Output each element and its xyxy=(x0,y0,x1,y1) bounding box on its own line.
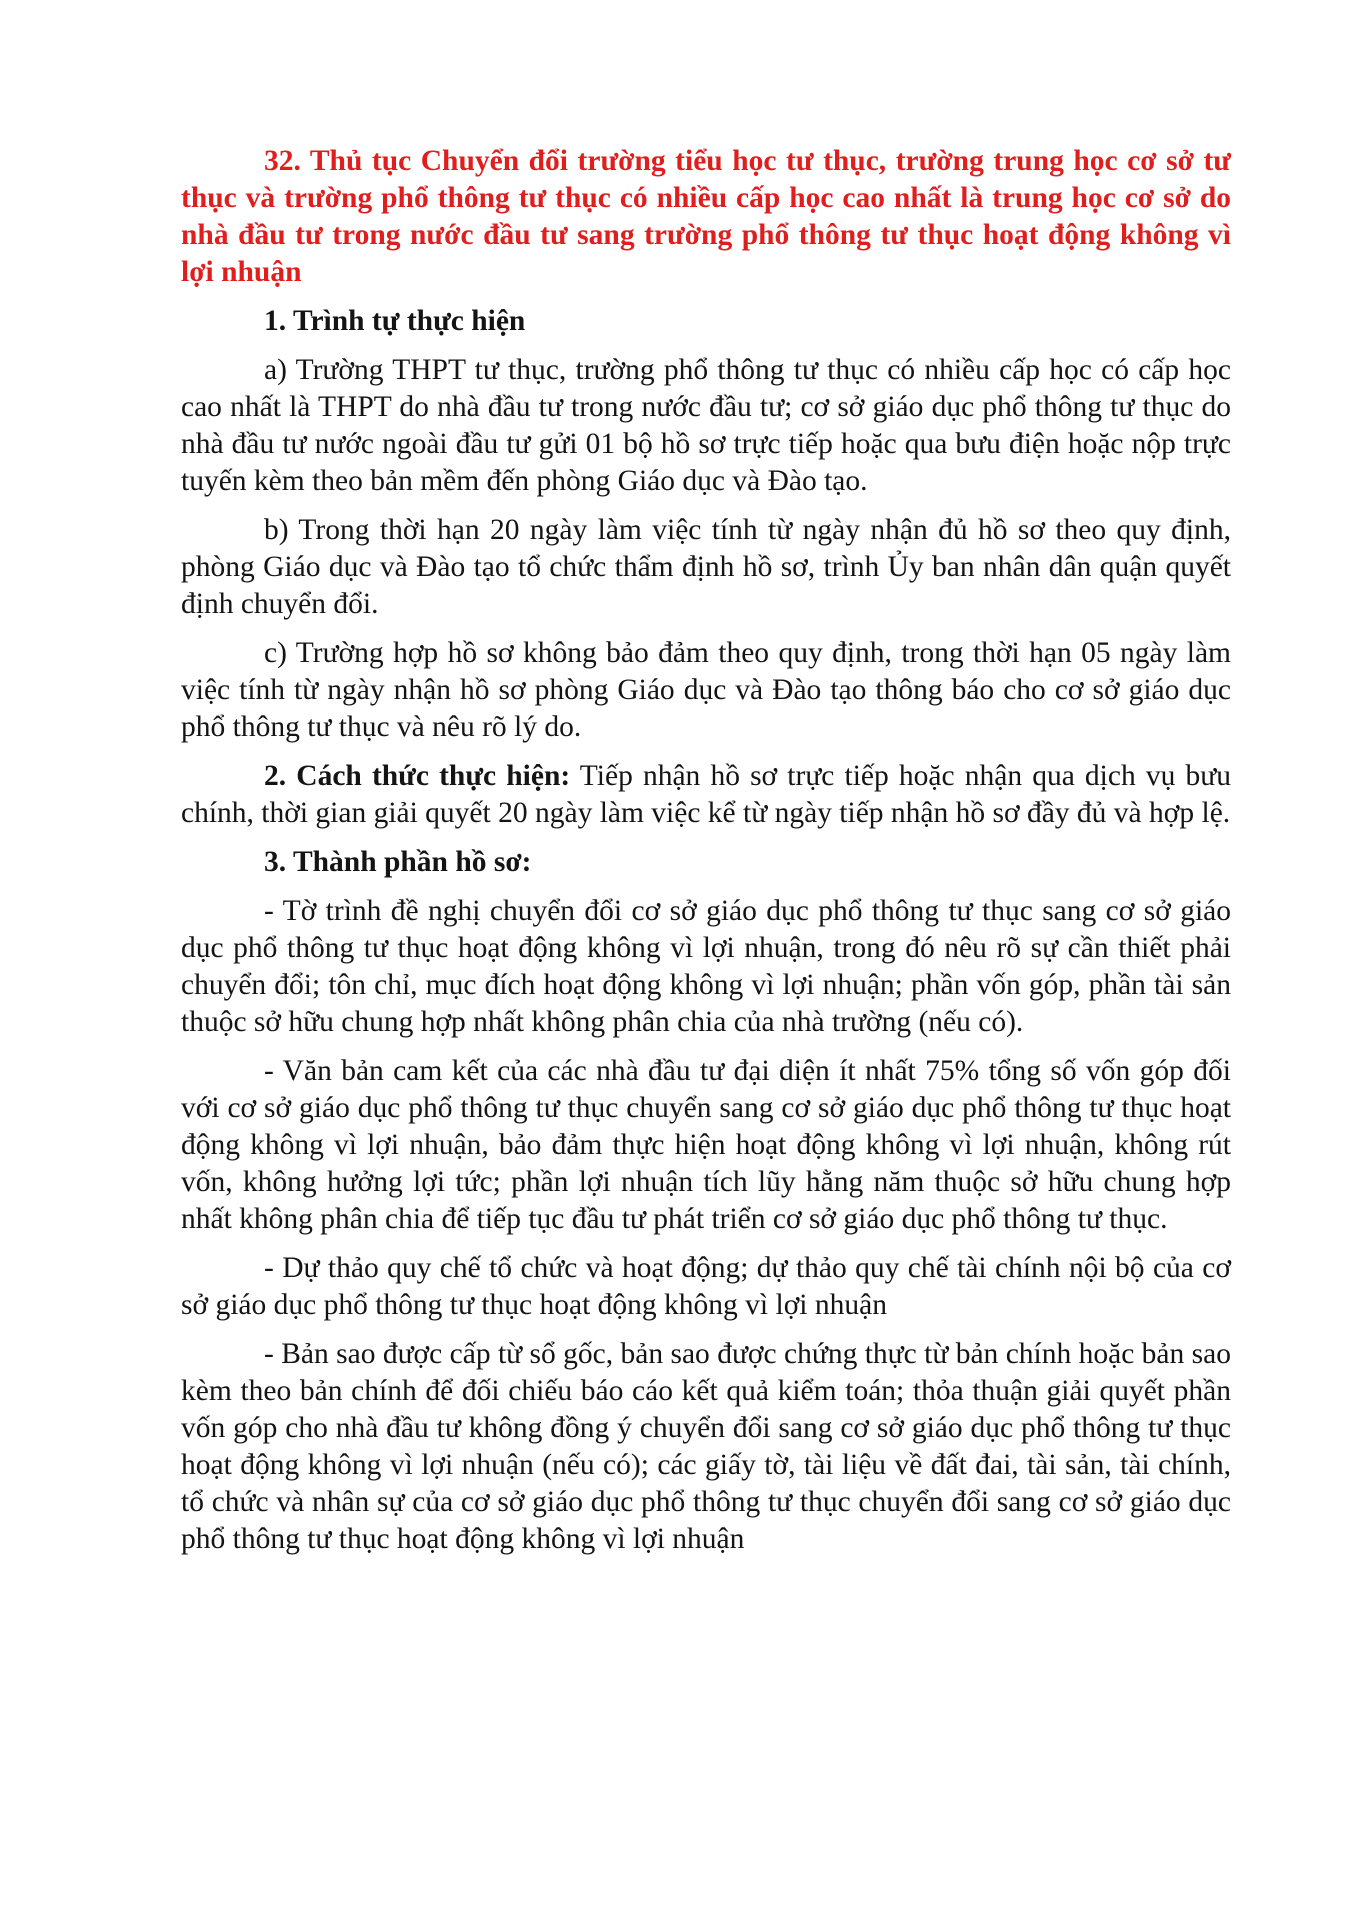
section-3-item-2: - Văn bản cam kết của các nhà đầu tư đại diện ít nhất 75% tổng số vốn góp đối với cơ sở giáo dục phổ thông tư thục chuyển sang cơ sở giáo dục phổ thông tư thục hoạt động không vì lợi nhuận, bảo đảm thực hiện hoạt động không vì lợi nhuận, không rút vốn, không hưởng lợi tức; phần lợi nhuận tích lũy hằng năm thuộc sở hữu chung hợp nhất không phân chia để tiếp tục đầu tư phát triển cơ sở giáo dục phổ thông tư thục. xyxy=(181,1055,1231,1235)
section-2-text: Tiếp nhận hồ sơ trực tiếp hoặc nhận qua dịch vụ bưu chính, thời gian giải quyết 20 ngày làm việc kể từ ngày tiếp nhận hồ sơ đầy đủ và hợp lệ. xyxy=(181,760,1231,829)
section-2-heading: 2. Cách thức thực hiện: xyxy=(264,760,571,792)
document-title: 32. Thủ tục Chuyển đổi trường tiểu học tư thục, trường trung học cơ sở tư thục và trường phổ thông tư thục có nhiều cấp học cao nhất là trung học cơ sở do nhà đầu tư trong nước đầu tư sang trường phổ thông tư thục hoạt động không vì lợi nhuận xyxy=(181,145,1231,288)
section-1-item-c: c) Trường hợp hồ sơ không bảo đảm theo quy định, trong thời hạn 05 ngày làm việc tính từ ngày nhận hồ sơ phòng Giáo dục và Đào tạo thông báo cho cơ sở giáo dục phổ thông tư thục và nêu rõ lý do. xyxy=(181,637,1231,743)
section-3-item-1: - Tờ trình đề nghị chuyển đổi cơ sở giáo dục phổ thông tư thục sang cơ sở giáo dục phổ thông tư thục hoạt động không vì lợi nhuận, trong đó nêu rõ sự cần thiết phải chuyển đổi; tôn chỉ, mục đích hoạt động không vì lợi nhuận; phần vốn góp, phần tài sản thuộc sở hữu chung hợp nhất không phân chia của nhà trường (nếu có). xyxy=(181,895,1231,1038)
section-3-item-3: - Dự thảo quy chế tổ chức và hoạt động; dự thảo quy chế tài chính nội bộ của cơ sở giáo dục phổ thông tư thục hoạt động không vì lợi nhuận xyxy=(181,1252,1231,1321)
section-3-heading: 3. Thành phần hồ sơ: xyxy=(264,846,532,878)
section-2-paragraph xyxy=(181,758,1231,832)
section-1-item-b: b) Trong thời hạn 20 ngày làm việc tính từ ngày nhận đủ hồ sơ theo quy định, phòng Giáo dục và Đào tạo tổ chức thẩm định hồ sơ, trình Ủy ban nhân dân quận quyết định chuyển đổi. xyxy=(181,514,1231,620)
section-1-heading: 1. Trình tự thực hiện xyxy=(264,305,526,337)
section-1-item-a: a) Trường THPT tư thục, trường phổ thông tư thục có nhiều cấp học có cấp học cao nhất là THPT do nhà đầu tư trong nước đầu tư; cơ sở giáo dục phổ thông tư thục do nhà đầu tư nước ngoài đầu tư gửi 01 bộ hồ sơ trực tiếp hoặc qua bưu điện hoặc nộp trực tuyến kèm theo bản mềm đến phòng Giáo dục và Đào tạo. xyxy=(181,354,1231,497)
section-3-item-4: - Bản sao được cấp từ sổ gốc, bản sao được chứng thực từ bản chính hoặc bản sao kèm theo bản chính để đối chiếu báo cáo kết quả kiểm toán; thỏa thuận giải quyết phần vốn góp cho nhà đầu tư không đồng ý chuyển đổi sang cơ sở giáo dục phổ thông tư thục hoạt động không vì lợi nhuận (nếu có); các giấy tờ, tài liệu về đất đai, tài sản, tài chính, tổ chức và nhân sự của cơ sở giáo dục phổ thông tư thục chuyển đổi sang cơ sở giáo dục phổ thông tư thục hoạt động không vì lợi nhuận xyxy=(181,1338,1231,1555)
document-body xyxy=(181,143,1231,1570)
